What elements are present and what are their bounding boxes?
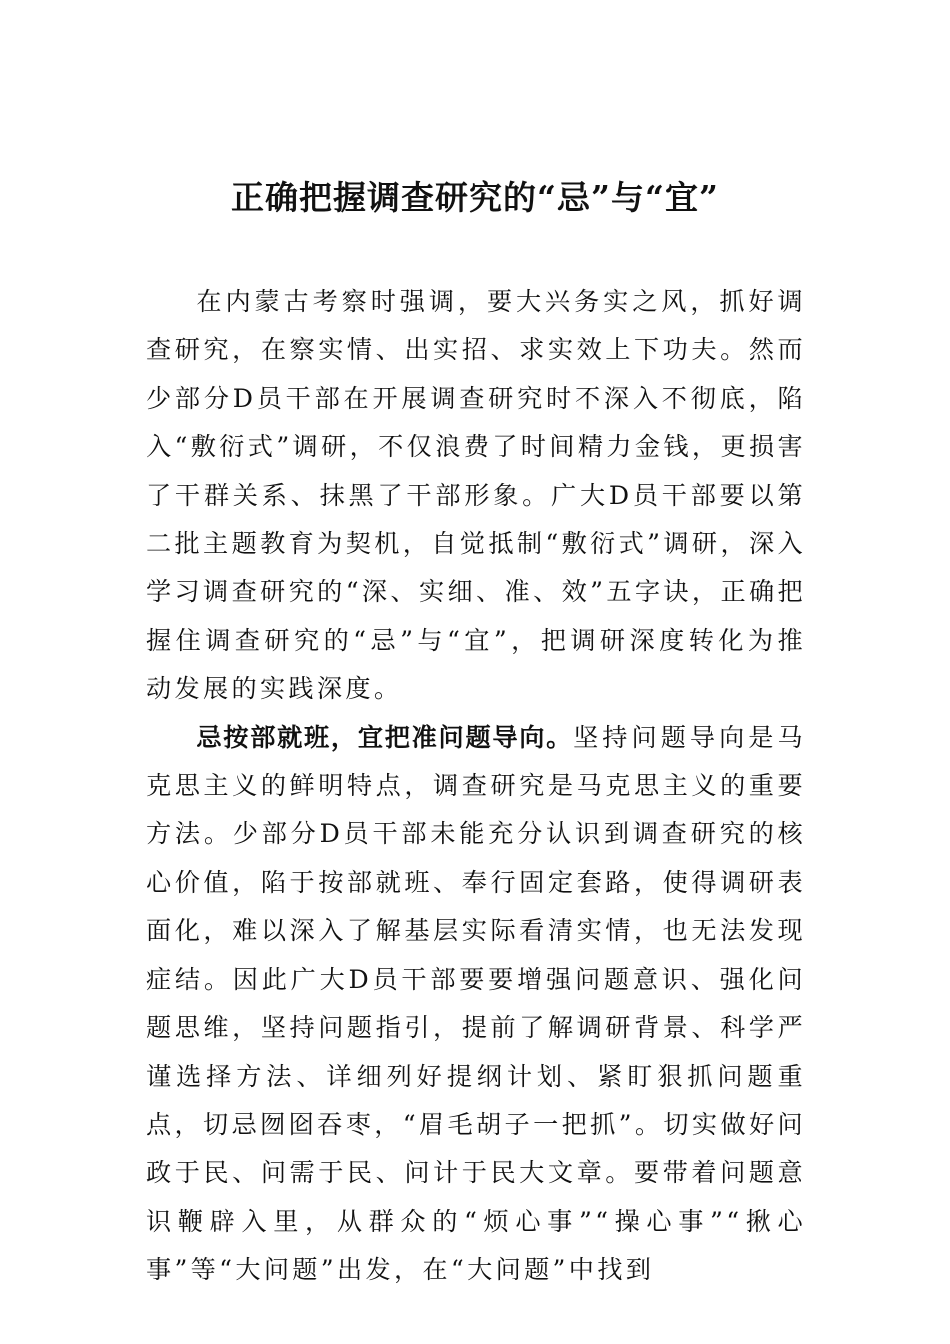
paragraph-text: 在内蒙古考察时强调，要大兴务实之风，抓好调查研究，在察实情、出实招、求实效上下功夫。然而少部分D员干部在开展调查研究时不深入不彻底，陷入“敷衍式”调研，不仅浪费了时间精力金钱，更损害了干群关系、抹黑了干部形象。广大D员干部要以第二批主题教育为契机，自觉抵制“敷衍式”调研，深入学习调查研究的“深、实细、准、效”五字诀，正确把握住调查研究的“忌”与“宜”，把调研深度转化为推动发展的实践深度。 xyxy=(146,287,806,704)
paragraph-lead-heading: 忌按部就班，宜把准问题导向。 xyxy=(196,722,574,752)
paragraph-text: 坚持问题导向是马克思主义的鲜明特点，调查研究是马克思主义的重要方法。少部分D员干部未能充分认识到调查研究的核心价值，陷于按部就班、奉行固定套路，使得调研表面化，难以深入了解基层实际看清实情，也无法发现症结。因此广大D员干部要要增强问题意识、强化问题思维，坚持问题指引，提前了解调研背景、科学严谨选择方法、详细列好提纲计划、紧盯狠抓问题重点，切忌囫囵吞枣，“眉毛胡子一把抓”。切实做好问政于民、问需于民、问计于民大文章。要带着问题意识鞭辟入里，从群众的“烦心事”“操心事”“揪心事”等“大问题”出发，在“大问题”中找到 xyxy=(146,722,807,1285)
paragraph-intro xyxy=(146,278,806,714)
document-title: 正确把握调查研究的“忌”与“宜” xyxy=(231,178,719,217)
document-body xyxy=(146,278,806,1295)
paragraph-problem-oriented xyxy=(146,714,806,1295)
